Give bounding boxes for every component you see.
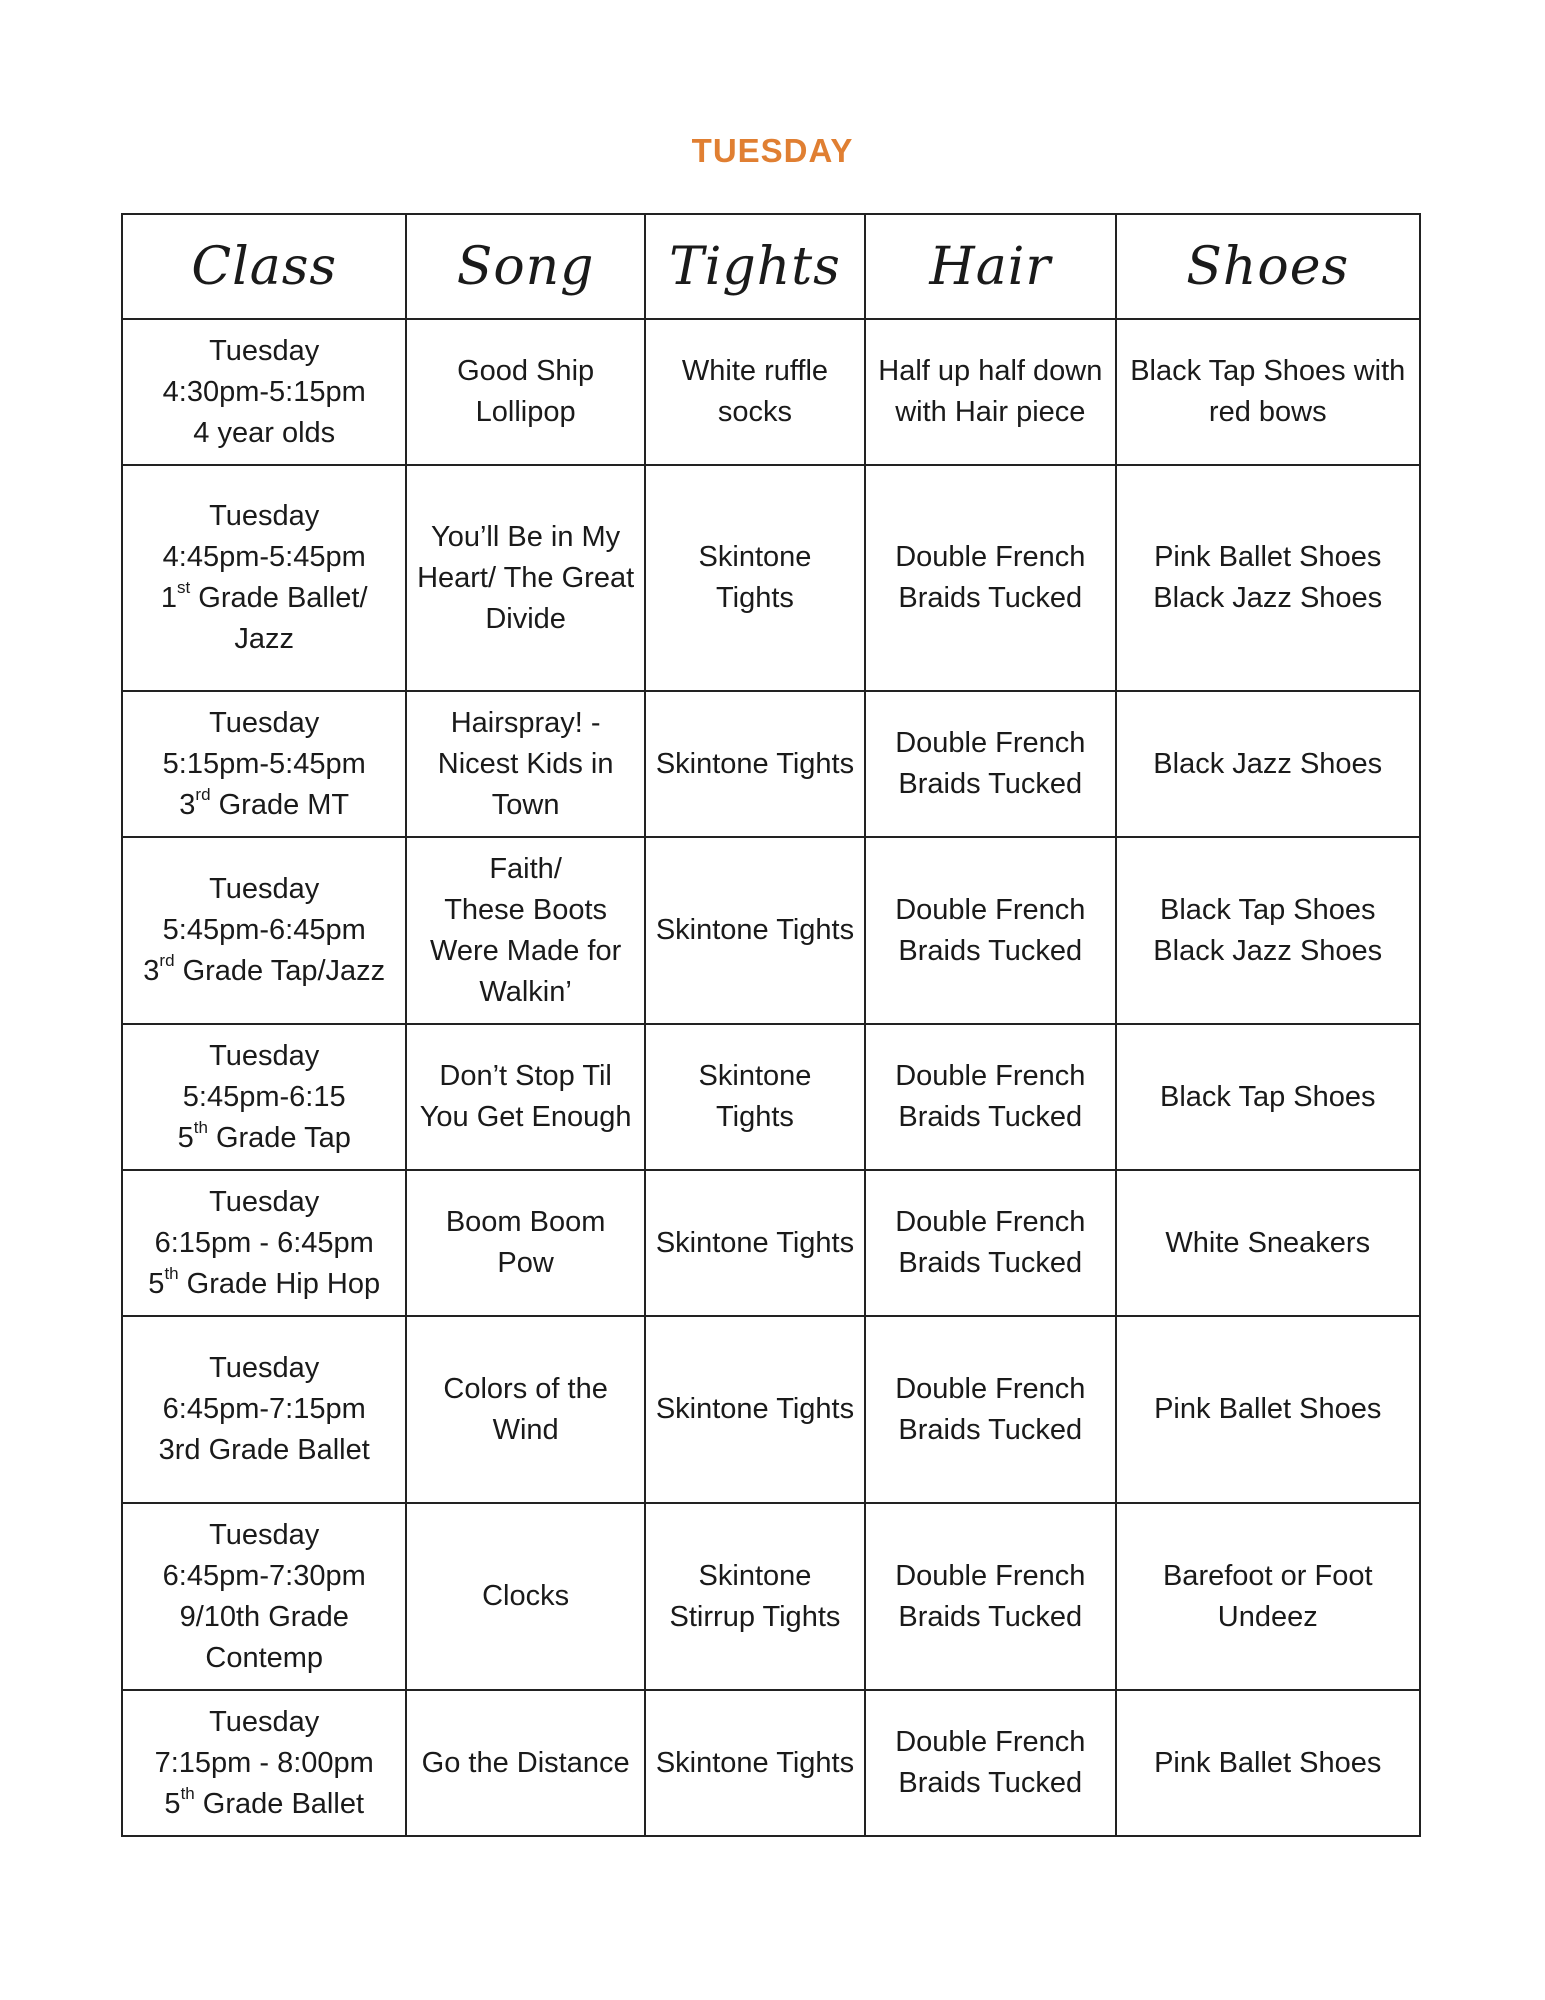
song-line: Lollipop <box>475 396 576 428</box>
table-row <box>122 1690 1420 1836</box>
cell-class <box>122 691 406 837</box>
cell-song <box>406 837 644 1024</box>
shoes-line: Black Tap Shoes <box>1160 893 1376 926</box>
tights-line: Stirrup Tights <box>669 1600 841 1633</box>
class-line: 6:45pm-7:15pm <box>162 1393 366 1425</box>
cell-song <box>406 1024 644 1170</box>
class-line: Tuesday <box>209 334 320 367</box>
hair-line: Double French <box>895 1559 1086 1592</box>
song-line: These Boots <box>444 893 608 926</box>
table-row <box>122 465 1420 691</box>
cell-tights <box>645 1170 865 1316</box>
class-line: Tuesday <box>209 500 320 532</box>
header-class: Class <box>122 214 406 319</box>
song-line: Go the Distance <box>421 1746 630 1779</box>
cell-shoes <box>1116 1316 1421 1503</box>
class-line: 4 year olds <box>193 416 336 449</box>
shoes-line: Black Jazz Shoes <box>1153 934 1383 967</box>
header-row <box>122 214 1420 319</box>
class-line: 5:45pm-6:45pm <box>162 914 366 946</box>
class-line: Contemp <box>205 1641 324 1674</box>
header-hair: Hair <box>865 214 1115 319</box>
class-line: Jazz <box>234 623 295 655</box>
class-line: Tuesday <box>209 706 320 739</box>
cell-shoes <box>1116 691 1421 837</box>
shoes-line: Pink Ballet Shoes <box>1154 541 1382 573</box>
class-line: 3rd Grade Ballet <box>158 1434 370 1466</box>
song-line: Hairspray! - <box>450 706 601 739</box>
class-line: 5th Grade Tap <box>177 1117 351 1154</box>
song-line: Wind <box>492 1413 559 1446</box>
tights-line: Skintone Tights <box>655 1746 855 1779</box>
song-line: Divide <box>485 602 566 635</box>
hair-line: Braids Tucked <box>898 1600 1083 1633</box>
shoes-line: White Sneakers <box>1165 1226 1371 1259</box>
cell-class <box>122 1503 406 1690</box>
class-line: 4:45pm-5:45pm <box>162 541 366 573</box>
tights-line: Tights <box>716 582 794 614</box>
cell-class <box>122 1170 406 1316</box>
tights-line: Skintone <box>698 1060 812 1092</box>
song-line: Good Ship <box>457 355 595 387</box>
cell-hair <box>865 465 1115 691</box>
cell-hair <box>865 319 1115 465</box>
tights-line: Skintone Tights <box>655 1226 855 1259</box>
class-line: 3rd Grade Tap/Jazz <box>143 951 386 987</box>
shoes-line: Black Jazz Shoes <box>1153 582 1383 614</box>
cell-tights <box>645 1024 865 1170</box>
class-line: 9/10th Grade <box>179 1600 349 1633</box>
cell-class <box>122 1316 406 1503</box>
hair-line: Braids Tucked <box>898 1247 1083 1279</box>
cell-tights <box>645 1316 865 1503</box>
song-line: Boom Boom <box>445 1206 606 1238</box>
hair-line: Braids Tucked <box>898 582 1083 614</box>
tights-line: Tights <box>716 1101 794 1133</box>
class-line: Tuesday <box>209 1185 320 1218</box>
song-line: You’ll Be in My <box>431 520 621 553</box>
cell-song <box>406 465 644 691</box>
tights-line: socks <box>717 396 793 428</box>
song-line: Faith/ <box>489 852 562 885</box>
class-line: 5:15pm-5:45pm <box>162 747 366 780</box>
hair-line: Double French <box>895 1726 1086 1758</box>
cell-class <box>122 837 406 1024</box>
shoes-line: Barefoot or Foot <box>1162 1559 1373 1592</box>
song-line: Walkin’ <box>479 975 572 1008</box>
song-line: Town <box>491 788 560 821</box>
hair-line: Double French <box>895 1060 1086 1092</box>
class-line: 7:15pm - 8:00pm <box>154 1746 374 1779</box>
cell-tights <box>645 1690 865 1836</box>
tights-line: White ruffle <box>681 355 829 387</box>
hair-line: Braids Tucked <box>898 1101 1083 1133</box>
class-line: Tuesday <box>209 1705 320 1738</box>
class-line: Tuesday <box>209 1518 320 1551</box>
cell-class <box>122 465 406 691</box>
cell-tights <box>645 465 865 691</box>
class-line: Tuesday <box>209 873 320 905</box>
cell-song <box>406 691 644 837</box>
shoes-line: Black Tap Shoes <box>1160 1080 1376 1113</box>
cell-tights <box>645 837 865 1024</box>
cell-song <box>406 1170 644 1316</box>
shoes-line: Undeez <box>1217 1600 1318 1633</box>
table-row <box>122 691 1420 837</box>
shoes-line: Pink Ballet Shoes <box>1154 1746 1382 1779</box>
costume-schedule-table <box>121 213 1421 1837</box>
cell-class <box>122 1024 406 1170</box>
class-line: 4:30pm-5:15pm <box>162 375 366 408</box>
header-shoes: Shoes <box>1116 214 1421 319</box>
hair-line: Braids Tucked <box>898 934 1083 967</box>
cell-hair <box>865 837 1115 1024</box>
page-title: TUESDAY <box>691 132 854 169</box>
cell-shoes <box>1116 1170 1421 1316</box>
class-line: Tuesday <box>209 1039 320 1072</box>
table-row <box>122 1024 1420 1170</box>
class-line: 1st Grade Ballet/ <box>160 578 368 614</box>
tights-line: Skintone Tights <box>655 1393 855 1425</box>
song-line: Clocks <box>482 1580 570 1612</box>
cell-shoes <box>1116 1024 1421 1170</box>
cell-hair <box>865 1690 1115 1836</box>
shoes-line: red bows <box>1208 396 1327 428</box>
hair-line: Braids Tucked <box>898 768 1083 800</box>
cell-tights <box>645 1503 865 1690</box>
song-line: You Get Enough <box>419 1101 632 1133</box>
cell-class <box>122 319 406 465</box>
tights-line: Skintone Tights <box>655 747 855 780</box>
class-line: Tuesday <box>209 1352 320 1384</box>
cell-class <box>122 1690 406 1836</box>
shoes-line: Pink Ballet Shoes <box>1154 1393 1382 1425</box>
hair-line: Double French <box>895 1206 1086 1238</box>
cell-song <box>406 1690 644 1836</box>
cell-hair <box>865 1024 1115 1170</box>
table-row <box>122 1316 1420 1503</box>
cell-shoes <box>1116 1503 1421 1690</box>
song-line: Pow <box>497 1247 554 1279</box>
cell-hair <box>865 1503 1115 1690</box>
song-line: Colors of the <box>443 1372 608 1405</box>
shoes-line: Black Tap Shoes with <box>1130 355 1406 387</box>
cell-song <box>406 1316 644 1503</box>
cell-tights <box>645 691 865 837</box>
cell-shoes <box>1116 465 1421 691</box>
song-line: Were Made for <box>429 934 622 967</box>
class-line: 6:15pm - 6:45pm <box>154 1226 374 1259</box>
cell-hair <box>865 1316 1115 1503</box>
song-line: Nicest Kids in <box>437 747 614 780</box>
cell-song <box>406 1503 644 1690</box>
song-line: Don’t Stop Til <box>439 1060 612 1092</box>
hair-line: Double French <box>895 727 1086 759</box>
hair-line: Braids Tucked <box>898 1767 1083 1799</box>
cell-shoes <box>1116 837 1421 1024</box>
header-song: Song <box>406 214 644 319</box>
schedule-body <box>122 319 1420 1836</box>
hair-line: Double French <box>895 541 1086 573</box>
hair-line: Half up half down <box>878 355 1103 387</box>
class-line: 3rd Grade MT <box>179 784 350 821</box>
class-line: 5th Grade Hip Hop <box>148 1263 381 1300</box>
cell-shoes <box>1116 319 1421 465</box>
class-line: 5th Grade Ballet <box>164 1783 365 1820</box>
header-tights: Tights <box>645 214 865 319</box>
table-row <box>122 319 1420 465</box>
hair-line: with Hair piece <box>895 396 1086 428</box>
cell-song <box>406 319 644 465</box>
cell-hair <box>865 691 1115 837</box>
class-line: 5:45pm-6:15 <box>182 1080 346 1113</box>
song-line: Heart/ The Great <box>417 561 635 594</box>
hair-line: Double French <box>895 1372 1086 1405</box>
hair-line: Double French <box>895 893 1086 926</box>
cell-tights <box>645 319 865 465</box>
cell-shoes <box>1116 1690 1421 1836</box>
tights-line: Skintone Tights <box>655 914 855 946</box>
tights-line: Skintone <box>698 541 812 573</box>
hair-line: Braids Tucked <box>898 1413 1083 1446</box>
tights-line: Skintone <box>698 1559 812 1592</box>
shoes-line: Black Jazz Shoes <box>1153 747 1383 780</box>
table-row <box>122 1503 1420 1690</box>
table-row <box>122 1170 1420 1316</box>
cell-hair <box>865 1170 1115 1316</box>
class-line: 6:45pm-7:30pm <box>162 1559 366 1592</box>
table-row <box>122 837 1420 1024</box>
